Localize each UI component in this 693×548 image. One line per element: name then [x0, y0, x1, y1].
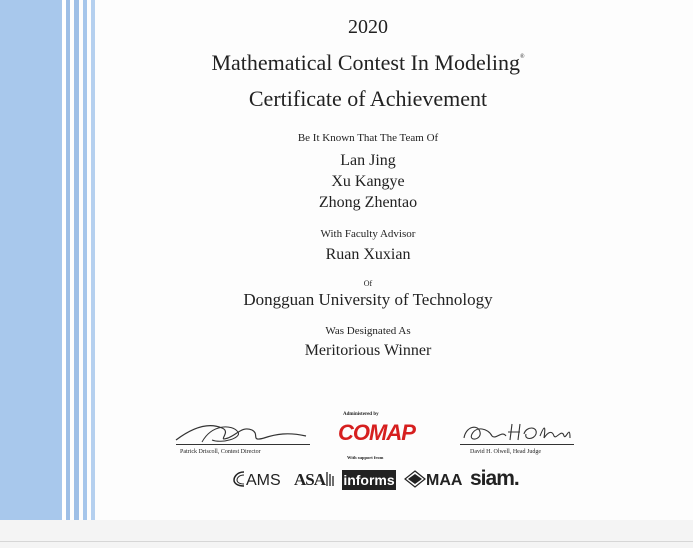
certificate-title: Certificate of Achievement [248, 86, 488, 111]
judge-caption: David H. Olwell, Head Judge [470, 449, 541, 455]
signature-line-right [460, 444, 574, 445]
left-blue-stripe [0, 0, 62, 520]
team-member: Lan Jing [340, 152, 396, 169]
blue-bar-4 [91, 0, 95, 520]
informs-logo: informs [343, 472, 395, 488]
bottom-divider [0, 541, 693, 542]
blue-bar-3 [83, 0, 87, 520]
maa-logo [404, 470, 462, 490]
bottom-margin [0, 520, 693, 548]
advisor-name: Ruan Xuxian [325, 246, 411, 263]
institution-name: Dongguan University of Technology [243, 290, 493, 309]
signature-line-left [176, 444, 310, 445]
team-member: Xu Kangye [331, 173, 405, 190]
blue-bar-2 [74, 0, 79, 520]
asa-text: ASA [294, 470, 326, 489]
advisor-label: With Faculty Advisor [320, 228, 416, 240]
of-label: Of [363, 279, 373, 288]
maa-text: MAA [426, 472, 463, 489]
blue-bar-1 [66, 0, 70, 520]
certificate-year: 2020 [348, 16, 388, 38]
asa-logo [294, 470, 335, 490]
award-name: Meritorious Winner [304, 342, 432, 359]
ams-emblem-icon [232, 470, 246, 488]
designation-label: Was Designated As [325, 325, 411, 337]
comap-logo: COMAP [338, 420, 415, 445]
contest-name-text: Mathematical Contest In Modeling [211, 50, 520, 75]
asa-mark-icon [325, 470, 335, 488]
siam-logo: siam. [470, 467, 519, 490]
administered-by-label: Administered by [343, 412, 379, 417]
director-signature [172, 418, 312, 446]
intro-text: Be It Known That The Team Of [297, 132, 439, 144]
maa-emblem-icon [404, 470, 426, 488]
ams-logo [232, 470, 281, 490]
contest-name [96, 50, 640, 76]
director-caption: Patrick Driscoll, Contest Director [180, 449, 261, 455]
team-member: Zhong Zhentao [318, 194, 418, 211]
registered-mark: ® [520, 54, 525, 60]
ams-text: AMS [246, 472, 281, 489]
judge-signature [458, 418, 578, 446]
support-label: With support from [347, 455, 384, 460]
